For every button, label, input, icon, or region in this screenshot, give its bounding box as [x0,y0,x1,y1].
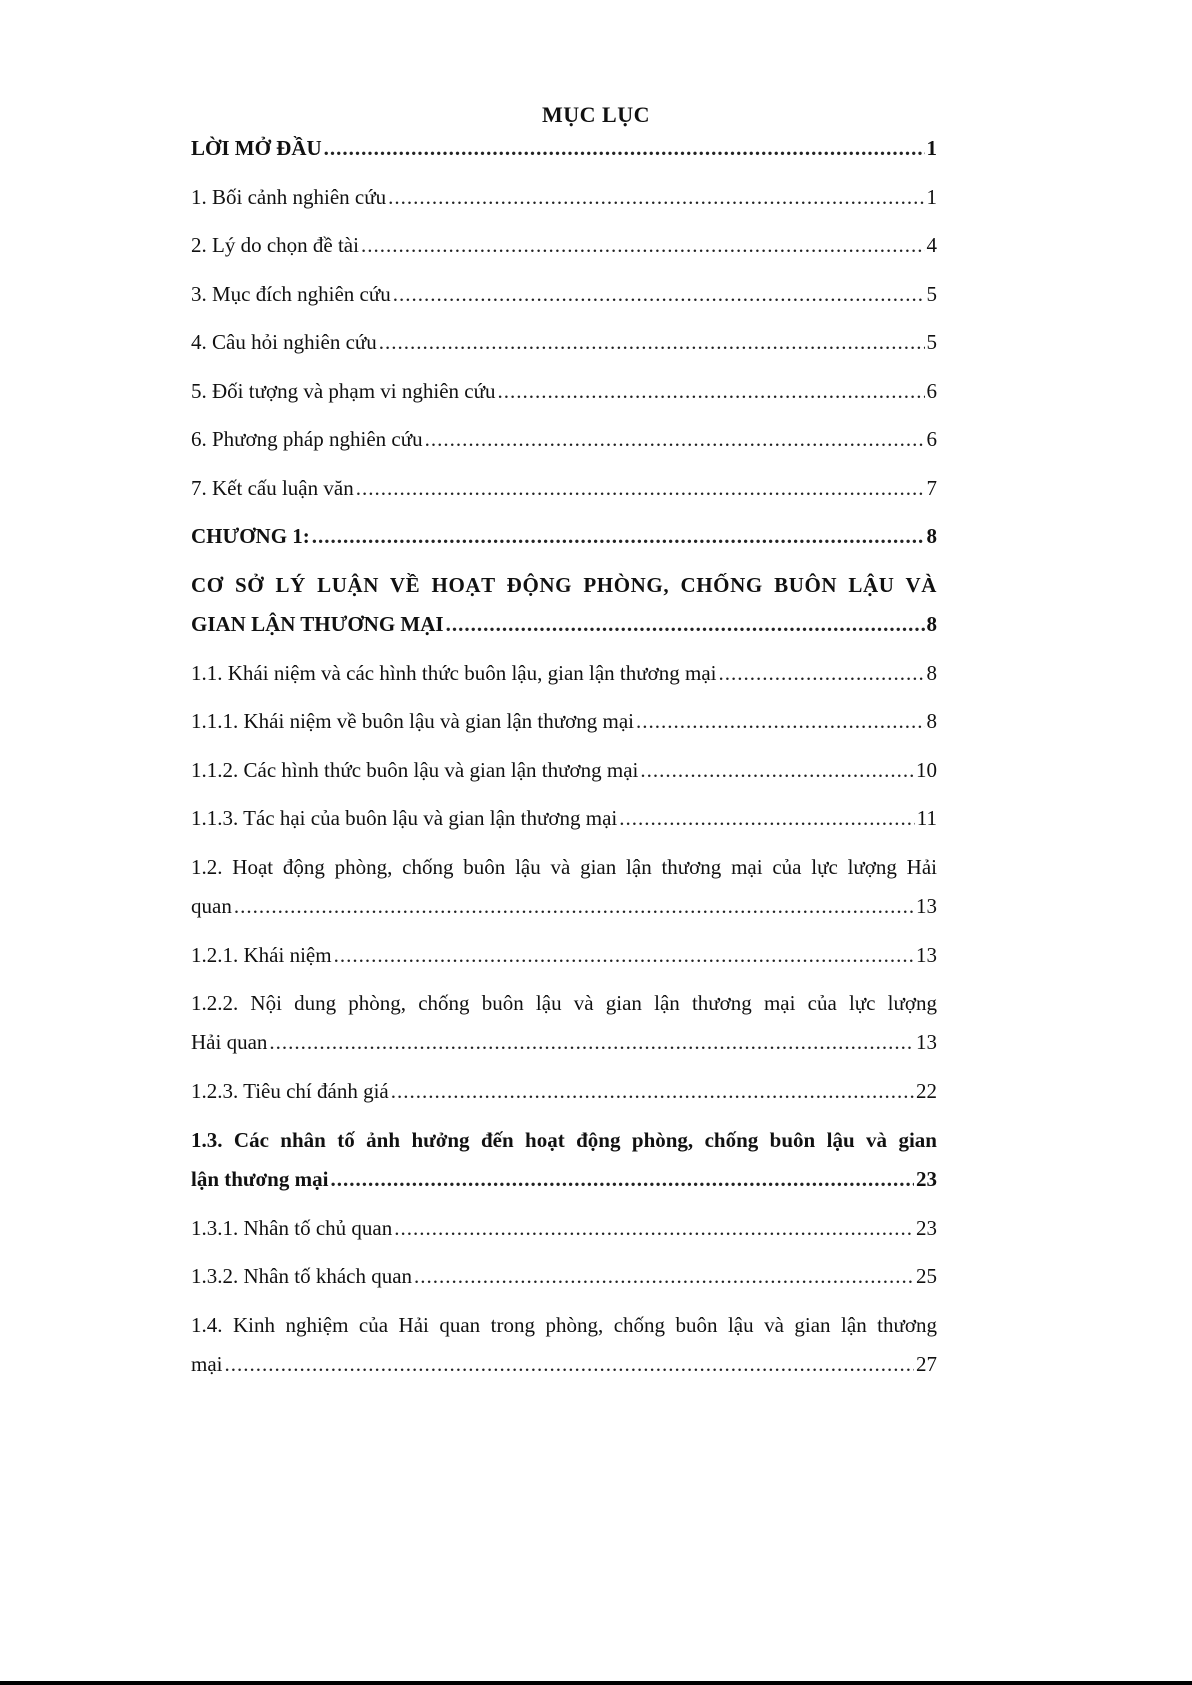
toc-page-number: 8 [926,709,937,733]
toc-page-number: 27 [916,1351,937,1376]
toc-entry-text: lận thương mại [191,1166,329,1191]
toc-dot-leader [324,136,925,161]
toc-entry-text: 1.1.3. Tác hại của buôn lậu và gian lận thương mại [191,806,618,830]
toc-entry-text-line: CƠ SỞ LÝ LUẬN VỀ HOẠT ĐỘNG PHÒNG, CHỐNG BUÔN LẬU VÀ [191,572,937,597]
toc-entry-text: mại [191,1351,223,1376]
toc-entry-text: Hải quan [191,1030,268,1054]
toc-entry-topic-reason [191,233,937,282]
toc-entry-text: 1.2.3. Tiêu chí đánh giá [191,1079,389,1103]
toc-dot-leader [414,1264,914,1289]
toc-entry-text: 7. Kết cấu luận văn [191,475,354,500]
toc-page-number: 8 [926,524,937,548]
toc-entry-1-1-2 [191,758,937,807]
toc-dot-leader [312,524,925,549]
toc-entry-chapter-1-title [191,573,937,661]
toc-entry-chapter-1 [191,524,937,573]
toc-page-number: 7 [926,475,937,500]
toc-page-number: 4 [926,233,937,257]
toc-entry-text: 4. Câu hỏi nghiên cứu [191,330,377,354]
toc-page-number: 6 [926,378,937,403]
toc-dot-leader [498,379,925,404]
toc-page-number: 11 [916,806,937,830]
toc-entry-thesis-structure [191,476,937,525]
toc-dot-leader [619,806,915,831]
toc-entry-1-1 [191,661,937,710]
toc-entry-text: 1.3.1. Nhân tố chủ quan [191,1215,393,1240]
toc-page-number: 13 [916,942,937,967]
toc-dot-leader [356,476,925,501]
toc-dot-leader [234,894,914,919]
toc-entry-text: quan [191,893,232,918]
toc-page-number: 1 [926,184,937,209]
toc-entry-text-line: 1.3. Các nhân tố ảnh hưởng đến hoạt động phòng, chống buôn lậu và gian [191,1127,937,1152]
toc-dot-leader [640,758,914,783]
toc-entry-text-line: 1.2. Hoạt động phòng, chống buôn lậu và gian lận thương mại của lực lượng Hải [191,854,937,879]
toc-entry-text: 5. Đối tượng và phạm vi nghiên cứu [191,378,496,403]
toc-entry-text: 2. Lý do chọn đề tài [191,233,359,257]
toc-entry-text: LỜI MỞ ĐẦU [191,136,322,160]
toc-dot-leader [388,185,924,210]
toc-entry-research-questions [191,330,937,379]
toc-page-number: 5 [926,281,937,306]
toc-page-number: 8 [926,660,937,685]
toc-dot-leader [269,1030,914,1055]
toc-page-number: 1 [926,136,937,160]
toc-entry-1-3-1 [191,1216,937,1265]
toc-entry-1-3-2 [191,1264,937,1313]
toc-entry-1-1-1 [191,709,937,758]
bottom-edge-rule [0,1681,1192,1685]
toc-entry-text: CHƯƠNG 1: [191,524,310,548]
toc-entry-text-line: 1.4. Kinh nghiệm của Hải quan trong phòng, chống buôn lậu và gian lận thương [191,1312,937,1337]
toc-dot-leader [719,661,925,686]
toc-entry-text: 1. Bối cảnh nghiên cứu [191,184,387,209]
toc-entry-research-scope [191,379,937,428]
toc-dot-leader [225,1352,915,1377]
toc-entry-1-1-3 [191,806,937,855]
toc-dot-leader [379,330,925,355]
toc-page-number: 23 [916,1166,937,1191]
toc-entry-research-purpose [191,282,937,331]
toc-entry-text: 1.1.1. Khái niệm về buôn lậu và gian lận thương mại [191,709,634,733]
toc-dot-leader [446,612,925,637]
toc-dot-leader [330,1167,914,1192]
toc-page-number: 23 [916,1215,937,1240]
toc-title: MỤC LỤC [542,102,650,127]
toc-entry-text: 6. Phương pháp nghiên cứu [191,427,423,451]
toc-entry-text: 1.1.2. Các hình thức buôn lậu và gian lận thương mại [191,757,639,782]
toc-page-number: 10 [916,757,937,782]
toc-page-number: 25 [916,1264,937,1288]
toc-dot-leader [425,427,925,452]
toc-entry-text: GIAN LẬN THƯƠNG MẠI [191,611,444,636]
toc-page-number: 13 [916,1030,937,1054]
toc-entry-text: 1.3.2. Nhân tố khách quan [191,1264,413,1288]
toc-dot-leader [636,709,925,734]
toc-dot-leader [361,233,925,258]
toc-page-number: 6 [926,427,937,451]
toc-entry-1-2-1 [191,943,937,992]
toc-entry-text-line: 1.2.2. Nội dung phòng, chống buôn lậu và gian lận thương mại của lực lượng [191,991,937,1015]
toc-entry-research-method [191,427,937,476]
toc-entry-1-3 [191,1128,937,1216]
toc-page-number: 8 [926,611,937,636]
toc-page-number: 5 [926,330,937,354]
toc-entry-1-2-2 [191,991,937,1079]
toc-entry-text: 3. Mục đích nghiên cứu [191,281,391,306]
toc-page-number: 22 [916,1079,937,1103]
toc-dot-leader [393,282,925,307]
toc-entry-text: 1.1. Khái niệm và các hình thức buôn lậu, gian lận thương mại [191,660,717,685]
toc-entry-text: 1.2.1. Khái niệm [191,942,332,967]
toc-page-number: 13 [916,893,937,918]
toc-entry-1-2-3 [191,1079,937,1128]
toc-entry-research-context [191,185,937,234]
toc-entry-1-4 [191,1313,937,1401]
toc-list [191,136,937,1401]
toc-entry-1-2 [191,855,937,943]
toc-dot-leader [334,943,914,968]
toc-dot-leader [394,1216,914,1241]
toc-dot-leader [391,1079,914,1104]
toc-entry-introduction [191,136,937,185]
